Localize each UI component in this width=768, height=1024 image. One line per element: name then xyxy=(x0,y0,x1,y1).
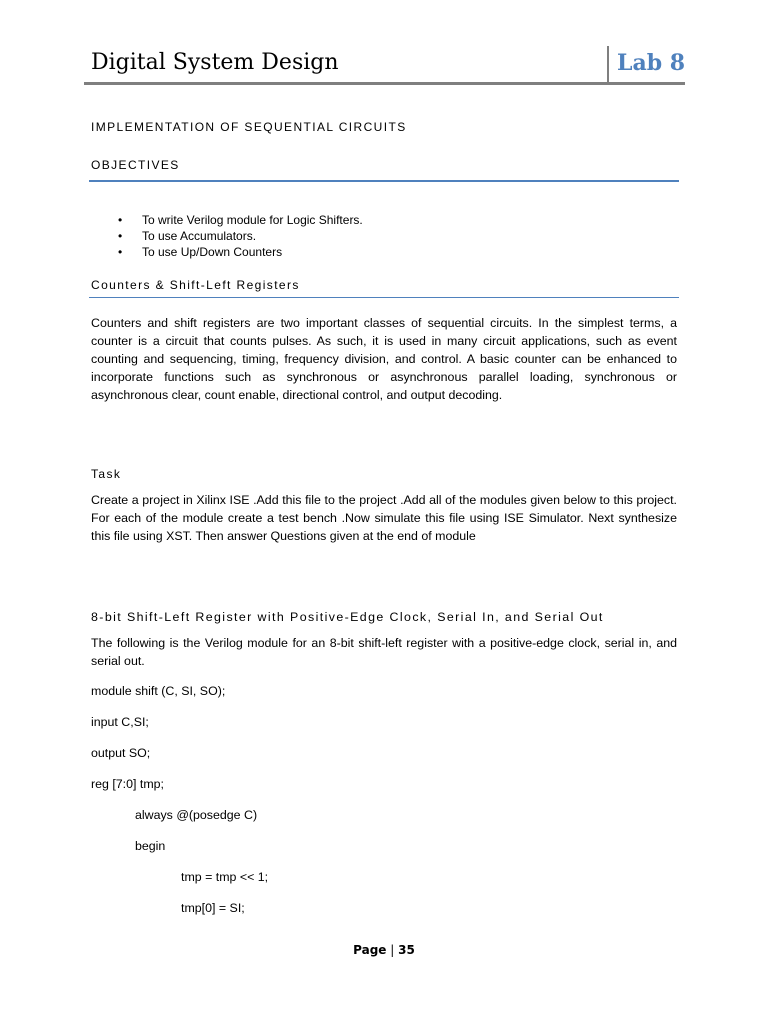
lab-number: Lab 8 xyxy=(617,50,686,76)
section-rule xyxy=(89,297,679,298)
code-line: begin xyxy=(135,839,166,853)
page-title: IMPLEMENTATION OF SEQUENTIAL CIRCUITS xyxy=(91,120,407,134)
counters-paragraph: Counters and shift registers are two important classes of sequential circuits. In the simplest terms, a counter is a circuit that counts pulses. As such, it is used in many circuit applications, such as event counting and sequencing, timing, frequency division, and control. A basic counter can be enhanced to incorporate functions such as synchronous or asynchronous parallel loading, synchronous or asynchronous clear, count enable, directional control, and output decoding. xyxy=(91,316,677,402)
page-label: Page xyxy=(353,943,387,957)
code-line: tmp = tmp << 1; xyxy=(181,870,269,884)
code-line: reg [7:0] tmp; xyxy=(91,777,165,791)
code-line: tmp[0] = SI; xyxy=(181,901,245,915)
code-line: output SO; xyxy=(91,746,151,760)
bullet-icon: • xyxy=(118,229,123,243)
footer-separator: | xyxy=(390,943,395,957)
page-number: 35 xyxy=(398,943,415,957)
section-heading-counters: Counters & Shift-Left Registers xyxy=(91,278,300,292)
list-item: • To use Accumulators. xyxy=(118,229,257,243)
objectives-heading: OBJECTIVES xyxy=(91,158,180,172)
bullet-icon: • xyxy=(118,245,123,259)
list-item: • To use Up/Down Counters xyxy=(118,245,283,259)
objectives-rule xyxy=(89,180,679,182)
objectives-list xyxy=(91,212,363,260)
shift-register-intro: The following is the Verilog module for an 8-bit shift-left register with a positive-edge clock, serial in, and serial out. xyxy=(91,636,677,668)
code-line: always @(posedge C) xyxy=(135,808,258,822)
code-line: input C,SI; xyxy=(91,715,149,729)
header-rule xyxy=(84,82,685,85)
header-divider xyxy=(607,46,609,83)
document-header-title: Digital System Design xyxy=(91,50,339,75)
list-item: • To write Verilog module for Logic Shifters. xyxy=(118,213,363,227)
code-line: module shift (C, SI, SO); xyxy=(91,684,226,698)
bullet-icon: • xyxy=(118,213,123,227)
task-heading: Task xyxy=(91,467,122,481)
section-heading-shift-register: 8-bit Shift-Left Register with Positive-Edge Clock, Serial In, and Serial Out xyxy=(91,610,604,624)
page-footer xyxy=(0,943,768,957)
task-paragraph: Create a project in Xilinx ISE .Add this file to the project .Add all of the modules given below to this project. For each of the module create a test bench .Now simulate this file using ISE Simulator. Next synthesize this file using XST. Then answer Questions given at the end of module xyxy=(91,493,677,543)
